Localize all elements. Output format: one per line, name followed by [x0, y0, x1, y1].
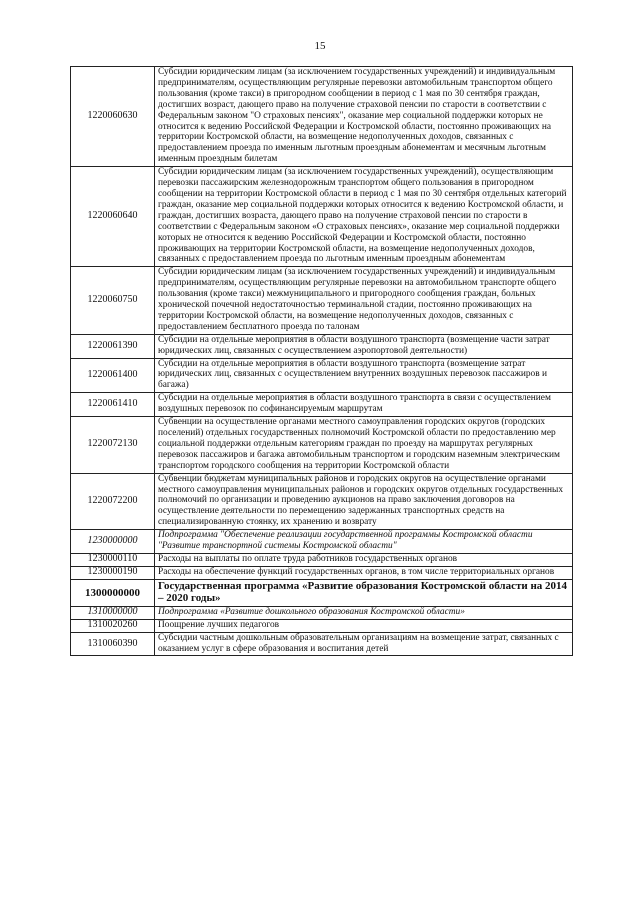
table-row [71, 566, 573, 579]
table-row [71, 632, 573, 656]
description-cell: Расходы на выплаты по оплате труда работников государственных органов [155, 553, 573, 566]
description-cell: Государственная программа «Развитие образования Костромской области на 2014 – 2020 годы» [155, 579, 573, 606]
table-row [71, 393, 573, 417]
table-row [71, 67, 573, 167]
code-cell: 1220061410 [71, 393, 155, 417]
code-cell: 1300000000 [71, 579, 155, 606]
table-row [71, 358, 573, 393]
description-cell: Поощрение лучших педагогов [155, 619, 573, 632]
code-cell: 1230000110 [71, 553, 155, 566]
table-row [71, 619, 573, 632]
code-cell: 1310060390 [71, 632, 155, 656]
code-cell: 1230000000 [71, 530, 155, 554]
subprogram-row [71, 606, 573, 619]
description-cell: Подпрограмма "Обеспечение реализации государственной программы Костромской области "Развитие транспортной системы Костромской области" [155, 530, 573, 554]
code-cell: 1220060630 [71, 67, 155, 167]
table-row [71, 417, 573, 474]
code-cell: 1220072200 [71, 473, 155, 530]
description-cell: Субсидии на отдельные мероприятия в области воздушного транспорта (возмещение затрат юридических лиц, связанных с осуществлением внутренних воздушных перевозок пассажиров и багажа) [155, 358, 573, 393]
description-cell: Субсидии частным дошкольным образовательным организациям на возмещение затрат, связанных с оказанием услуг в сфере образования и воспитания детей [155, 632, 573, 656]
code-cell: 1220060750 [71, 267, 155, 334]
budget-classification-table [70, 66, 573, 656]
program-row [71, 579, 573, 606]
description-cell: Субсидии на отдельные мероприятия в области воздушного транспорта (возмещение части затрат юридических лиц, связанных с осуществлением аэропортовой деятельности) [155, 334, 573, 358]
description-cell: Субсидии на отдельные мероприятия в области воздушного транспорта в связи с осуществлением воздушных перевозок по софинансируемым маршрутам [155, 393, 573, 417]
page-number: 15 [314, 40, 326, 52]
table-row [71, 334, 573, 358]
code-cell: 1220072130 [71, 417, 155, 474]
code-cell: 1220061400 [71, 358, 155, 393]
code-cell: 1310020260 [71, 619, 155, 632]
description-cell: Субвенции бюджетам муниципальных районов и городских округов на осуществление органами местного самоуправления муниципальных районов и городских округов отдельных государственных полномочий по организации и проведению аукционов на право заключения договоров на осуществление деятельности по перемещению задержанных транспортных средств на специализированную стоянку, их хранению и возврату [155, 473, 573, 530]
table-row [71, 553, 573, 566]
code-cell: 1220060640 [71, 167, 155, 267]
subprogram-row [71, 530, 573, 554]
table-row [71, 267, 573, 334]
code-cell: 1310000000 [71, 606, 155, 619]
code-cell: 1230000190 [71, 566, 155, 579]
description-cell: Подпрограмма «Развитие дошкольного образования Костромской области» [155, 606, 573, 619]
description-cell: Субсидии юридическим лицам (за исключением государственных учреждений) и индивидуальным предпринимателям, осуществляющим регулярные перевозки на автомобильном транспорте общего пользования (кроме такси) межмуниципального и пригородного сообщения граждан, больных хронической почечной недостаточностью терминальной стадии, постоянно проживающих на территории Костромской области, на возмещение недополученных доходов, связанных с предоставлением бесплатного проезда по талонам [155, 267, 573, 334]
table-row [71, 167, 573, 267]
code-cell: 1220061390 [71, 334, 155, 358]
table-row [71, 473, 573, 530]
description-cell: Расходы на обеспечение функций государственных органов, в том числе территориальных органов [155, 566, 573, 579]
description-cell: Субвенции на осуществление органами местного самоуправления городских округов (городских поселений) отдельных государственных полномочий Костромской области по предоставлению мер социальной поддержки отдельным категориям граждан по проезду на маршрутах регулярных перевозок пассажиров и багажа автомобильным транспортом и городским наземным электрическим транспортом городского сообщения на территории Костромской области [155, 417, 573, 474]
description-cell: Субсидии юридическим лицам (за исключением государственных учреждений) и индивидуальным предпринимателям, осуществляющим регулярные перевозки автомобильным транспортом общего пользования (кроме такси) в пригородном сообщении в период с 1 мая по 30 сентября граждан, достигших возраст, дающего право на получение страховой пенсии по старости в соответствии с Федеральным законом "О страховых пенсиях", оказание мер социальной поддержки которых не относится к ведению Российской Федерации и Костромской области, постоянно проживающих на территории Костромской области, на возмещение недополученных доходов, связанных с предоставлением проезда по именным льготным проездным абонементам и месячным льготным именным проездным билетам [155, 67, 573, 167]
description-cell: Субсидии юридическим лицам (за исключением государственных учреждений), осуществляющим перевозки пассажирским железнодорожным транспортом общего пользования в пригородном сообщении на территории Костромской области в период с 1 мая по 30 сентября отдельных категорий граждан, оказание мер социальной поддержки которых относится к ведению Костромской области, и граждан, достигших возраста, дающего право на получение страховой пенсии по старости в соответствии с Федеральным законом «О страховых пенсиях», оказание мер социальной поддержки которых не относится к ведению Российской Федерации и Костромской области, постоянно проживающих на территории Костромской области, на возмещение недополученных доходов, связанных с предоставлением проезда по льготным именным проездным абонементам [155, 167, 573, 267]
